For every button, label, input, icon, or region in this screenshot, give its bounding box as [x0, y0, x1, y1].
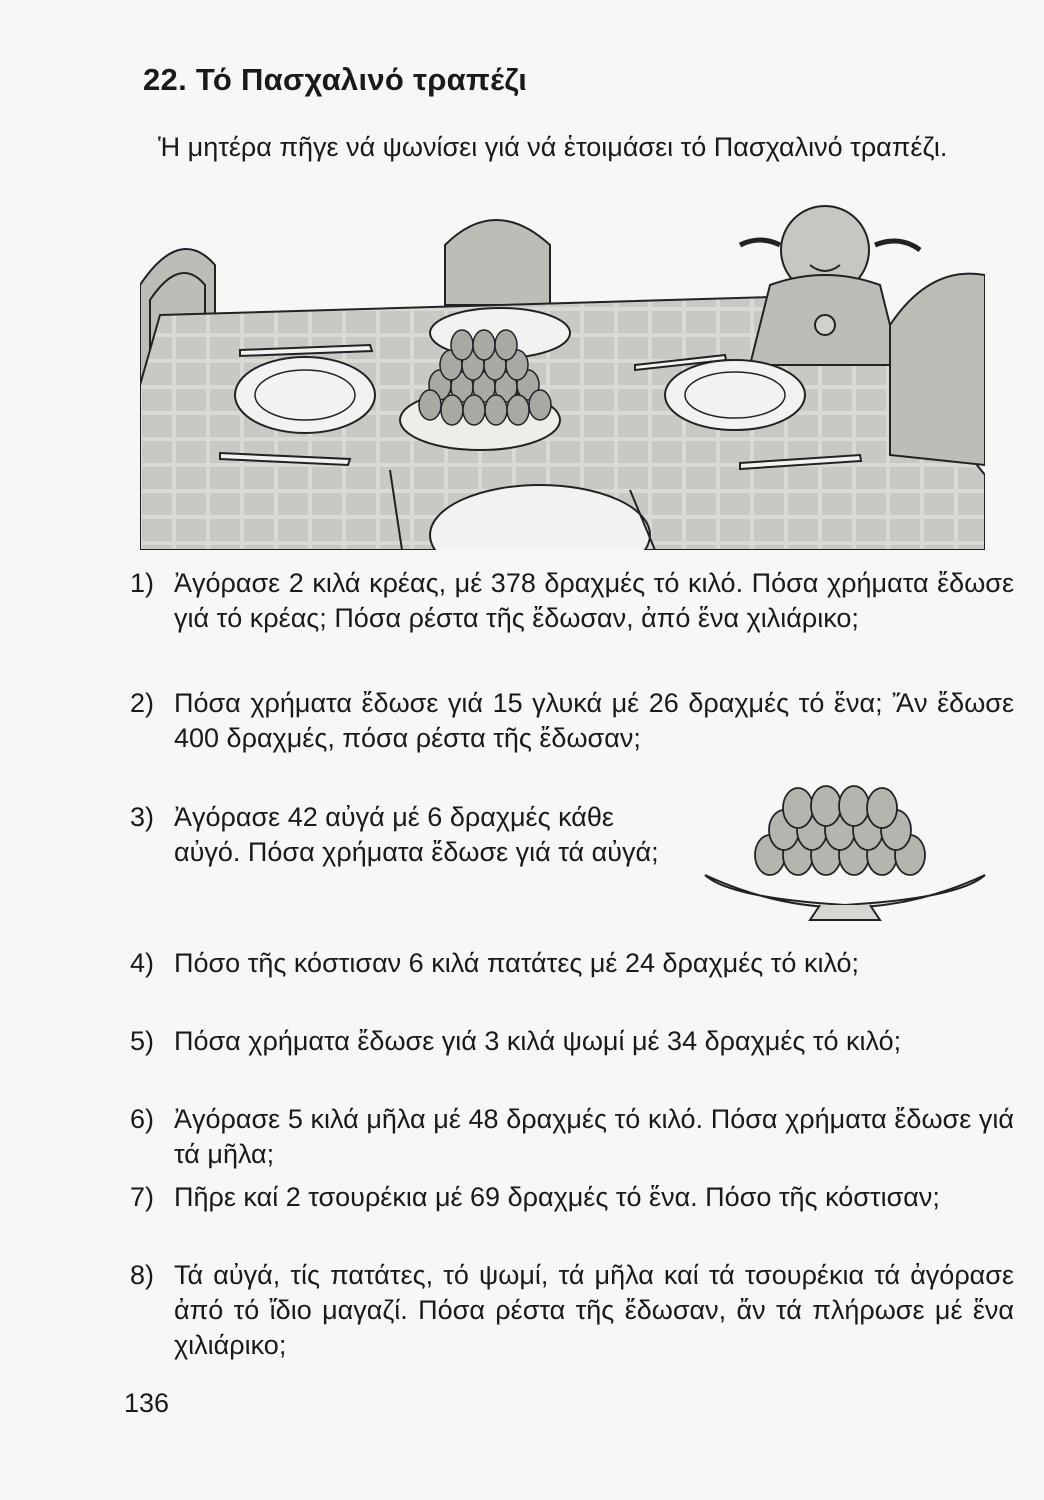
- problem-text: Τά αὐγά, τίς πατάτες, τό ψωμί, τά μῆλα καί τά τσουρέκια τά ἀγόρασε ἀπό τό ἴδιο μαγαζί. Πόσα ρέστα τῆς ἔδωσαν, ἄν τά πλήρωσε μέ ἕνα χιλιάρικο;: [174, 1260, 1014, 1360]
- chair-back: [445, 220, 550, 305]
- problem-number: 6): [130, 1104, 155, 1134]
- easter-table-illustration: [140, 205, 985, 550]
- problem-text: Ἀγόρασε 5 κιλά μῆλα μέ 48 δραχμές τό κιλό. Πόσα χρήματα ἔδωσε γιά τά μῆλα;: [174, 1104, 1014, 1169]
- problem-text: Ἀγόρασε 42 αὐγά μέ 6 δραχμές κάθε αὐγό. Πόσα χρήματα ἔδωσε γιά τά αὐγά;: [174, 802, 659, 867]
- egg-bowl-illustration: [700, 780, 990, 930]
- plate-left: [235, 357, 375, 433]
- section-title: 22. Τό Πασχαλινό τραπέζι: [143, 62, 528, 97]
- chair-right: [890, 274, 985, 465]
- problem-number: 3): [130, 802, 155, 832]
- problem-text: Πόσα χρήματα ἔδωσε γιά 3 κιλά ψωμί μέ 34 δραχμές τό κιλό;: [174, 1026, 902, 1056]
- problem-text: Πόσο τῆς κόστισαν 6 κιλά πατάτες μέ 24 δραχμές τό κιλό;: [174, 948, 860, 978]
- problem-number: 8): [130, 1260, 155, 1290]
- problem-number: 7): [130, 1182, 155, 1212]
- problem-number: 5): [130, 1026, 155, 1056]
- problem-text: Πόσα χρήματα ἔδωσε γιά 15 γλυκά μέ 26 δραχμές τό ἕνα; Ἄν ἔδωσε 400 δραχμές, πόσα ρέστα τῆς ἔδωσαν;: [174, 688, 1014, 753]
- problem-number: 2): [130, 688, 155, 718]
- intro-paragraph: Ἡ μητέρα πῆγε νά ψωνίσει γιά νά ἑτοιμάσει τό Πασχαλινό τραπέζι.: [158, 132, 948, 162]
- problem-text: Πῆρε καί 2 τσουρέκια μέ 69 δραχμές τό ἕνα. Πόσο τῆς κόστισαν;: [174, 1182, 940, 1212]
- problem-number: 1): [130, 568, 155, 598]
- problem-number: 4): [130, 948, 155, 978]
- problem-text: Ἀγόρασε 2 κιλά κρέας, μέ 378 δραχμές τό κιλό. Πόσα χρήματα ἔδωσε γιά τό κρέας; Πόσα ρέστα τῆς ἔδωσαν, ἀπό ἕνα χιλιάρικο;: [174, 568, 1014, 633]
- plate-right: [665, 360, 805, 430]
- page-number: 136: [124, 1388, 170, 1418]
